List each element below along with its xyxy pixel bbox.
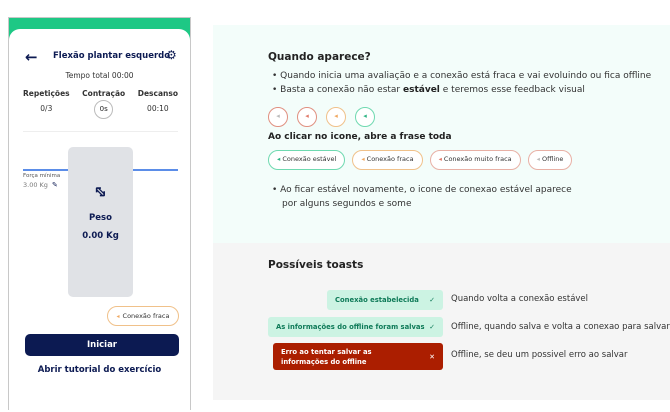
phone-screen <box>9 29 190 410</box>
total-time: Tempo total 00:00 <box>65 71 134 80</box>
toast-connection-established <box>327 290 443 310</box>
bullet-bold: estável <box>403 85 440 95</box>
speaker-icon: ◂ <box>361 155 367 163</box>
toast-description: Offline, se deu um possivel erro ao salvar <box>451 350 628 360</box>
close-icon[interactable]: ✕ <box>429 352 435 361</box>
toast-label: As informações do offline foram salvas <box>276 323 425 331</box>
back-arrow-icon[interactable]: ← <box>25 48 38 66</box>
chip-label: Conexão muito fraca <box>443 155 512 163</box>
section-title: Possíveis toasts <box>268 259 364 271</box>
tutorial-link[interactable]: Abrir tutorial do exercício <box>37 365 162 375</box>
connection-label: Conexão fraca <box>122 312 170 320</box>
stat-repeticoes <box>23 89 70 119</box>
speaker-icon: ◂ <box>536 155 542 163</box>
stat-label: Contração <box>82 89 126 98</box>
chip-weak[interactable] <box>352 150 422 170</box>
weight-card <box>68 147 133 297</box>
stat-label: Repetições <box>23 89 70 98</box>
dumbbell-icon: ⇔ <box>89 180 112 203</box>
toast-save-error <box>273 343 443 370</box>
stat-value: 0/3 <box>40 104 53 113</box>
offline-speaker-icon[interactable]: ◂ <box>268 107 288 127</box>
check-icon: ✓ <box>429 323 435 331</box>
header <box>9 48 190 68</box>
toast-offline-saved <box>268 317 443 337</box>
exercise-title: Flexão plantar esquerdo <box>53 51 171 61</box>
min-force <box>23 172 60 190</box>
chip-very-weak[interactable] <box>430 150 521 170</box>
stat-value: 00:10 <box>147 104 169 113</box>
bullet-continuation: por alguns segundos e some <box>282 199 412 209</box>
speaker-icon: ◂ <box>438 155 444 163</box>
subtitle: Ao clicar no icone, abre a frase toda <box>268 132 452 142</box>
weight-label: Peso <box>89 213 112 223</box>
section-title: Quando aparece? <box>268 51 371 63</box>
stable-speaker-icon[interactable]: ◂ <box>355 107 375 127</box>
weight-value: 0.00 Kg <box>82 231 119 241</box>
chip-offline[interactable] <box>528 150 573 170</box>
speaker-icon: ◂ <box>277 155 283 163</box>
bullet-text: e teremos esse feedback visual <box>439 85 585 95</box>
bullet: • Quando inicia uma avaliação e a conexão está fraca e vai evoluindo ou fica offline <box>272 71 652 81</box>
stat-contracao <box>82 89 125 119</box>
min-force-label: Força mínima <box>23 173 61 179</box>
bullet <box>272 83 585 97</box>
divider <box>23 131 178 132</box>
stat-label: Descanso <box>137 89 178 98</box>
chip-label: Conexão fraca <box>366 155 414 163</box>
connection-status-chip[interactable] <box>107 306 179 326</box>
chip-stable[interactable] <box>268 150 345 170</box>
stats-row <box>23 89 178 119</box>
chip-label: Conexão estável <box>282 155 337 163</box>
min-force-value: 3.00 Kg <box>23 181 48 189</box>
contraction-timer: 0s <box>94 100 113 119</box>
bullet: • Ao ficar estável novamente, o icone de conexao estável aparece <box>272 185 572 195</box>
chip-label: Offline <box>542 155 564 163</box>
check-icon: ✓ <box>429 296 435 304</box>
gear-icon[interactable]: ⚙ <box>166 48 177 62</box>
toast-label: Erro ao tentar salvar as informações do offline <box>281 347 372 366</box>
very-weak-speaker-icon[interactable]: ◂ <box>297 107 317 127</box>
pencil-icon[interactable]: ✎ <box>51 181 58 189</box>
weak-speaker-icon[interactable]: ◂ <box>326 107 346 127</box>
start-button[interactable]: Iniciar <box>25 334 179 356</box>
connection-chips <box>268 150 572 170</box>
speaker-icon: ◂ <box>116 313 120 320</box>
phone-mockup <box>8 17 191 410</box>
connection-icons <box>268 107 375 127</box>
toast-label: Conexão estabelecida <box>335 296 419 304</box>
toast-description: Offline, quando salva e volta a conexao para salvar <box>451 322 670 332</box>
stat-descanso <box>138 89 178 119</box>
bullet-text: • Basta a conexão não estar <box>272 85 403 95</box>
toast-description: Quando volta a conexão estável <box>451 294 589 304</box>
